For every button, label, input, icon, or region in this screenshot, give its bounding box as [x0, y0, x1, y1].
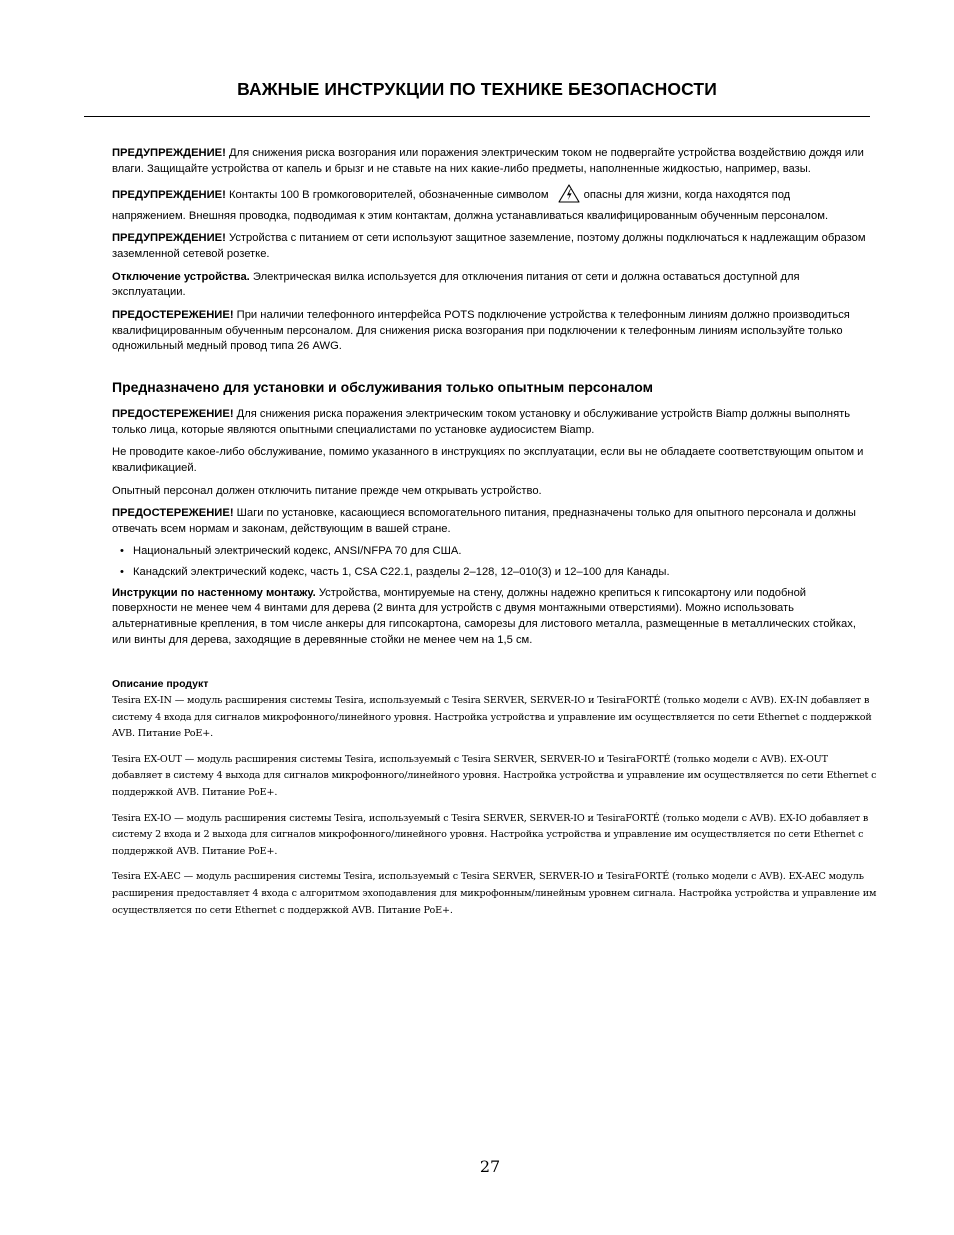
warning-text: опасны для жизни, когда находятся под напряжением. Внешняя проводка, подводимая к этим контактам, должна устанавливаться квалифицированным обученным персоналом. [112, 189, 829, 222]
warning-text: Устройства с питанием от сети используют защитное заземление, поэтому должны подключаться к надлежащим образом заземленной сетевой розетке. [112, 232, 866, 261]
caution-text: Шаги по установке, касающиеся вспомогательного питания, предназначены только для опытного персонала и должны отвечать всем нормам и законам, действующим в вашей стране. [112, 506, 856, 535]
product-paragraph: Tesira EX-OUT — модуль расширения системы Tesira, используемый с Tesira SERVER, SERVER-IO и TesiraFORTÉ (только модели с AVB). EX-OUT добавляет в систему 4 выхода для сигналов микрофонного/линейного уровня. Настройка устройства и управление им осуществляется по сети Ethernet с поддержкой AVB. Питание PoE+. [112, 753, 877, 798]
warning-text: Для снижения риска возгорания или поражения электрическим током не подвергайте устройства воздействию дождя или влаги. Защищайте устройства от капель и брызг и не ставьте на них какие-либо предметы, наполненные жидкостью, например, вазы. [112, 147, 864, 175]
warning-paragraph [112, 184, 867, 225]
mounting-paragraph [112, 586, 867, 649]
product-paragraph: Tesira EX-AEC — модуль расширения системы Tesira, используемый с Tesira SERVER, SERVER-IO и TesiraFORTÉ (только модели с AVB). EX-AEC модуль расширения предоставляет 4 входа с алгоритмом эхоподавления для микрофонным/линейным уровнем сигнала. Настройка устройства и управление им осуществляется по сети Ethernet с поддержкой AVB. Питание PoE+. [112, 871, 877, 916]
product-paragraph: Tesira EX-IO — модуль расширения системы Tesira, используемый с Tesira SERVER, SERVER-IO и TesiraFORTÉ (только модели с AVB). EX-IO добавляет в систему 2 входа и 2 выхода для сигналов микрофонного/линейного уровня. Настройка устройства и управление им осуществляется по сети Ethernet с поддержкой AVB. Питание PoE+. [112, 812, 869, 857]
warning-label: ПРЕДОСТЕРЕЖЕНИЕ! [112, 308, 234, 321]
electrical-hazard-icon [558, 184, 580, 209]
warning-text: Электрическая вилка используется для отключения питания от сети и должна оставаться доступной для эксплуатации. [112, 270, 800, 299]
mounting-text: Устройства, монтируемые на стену, должны надежно крепиться к гипсокартону или подобной поверхности не менее чем 4 винтами для дерева (2 винта для устройств с двумя монтажными отверстиями). Можно использовать альтернативные крепления, в том числе анкеры для гипсокартона, саморезы для листового металла, размещенные в металлических стойках, или винты для дерева, заходящие в деревянные стойки не менее чем на 1,5 см. [112, 586, 856, 647]
service-paragraph: Не проводите какое-либо обслуживание, помимо указанного в инструкциях по эксплуатации, если вы не обладаете соответствующим опытом и квалификацией. [112, 446, 864, 475]
description-heading: Описание продукт [112, 678, 209, 690]
product-paragraph: Tesira EX-IN — модуль расширения системы Tesira, используемый с Tesira SERVER, SERVER-IO и TesiraFORTÉ (только модели с AVB). EX-IN добавляет в систему 4 входа для сигналов микрофонного/линейного уровня. Настройка устройства и управление им осуществляется по сети Ethernet с поддержкой AVB. Питание PoE+. [112, 695, 872, 740]
warning-label: ПРЕДУПРЕЖДЕНИЕ! [112, 189, 226, 202]
warning-label: ПРЕДУПРЕЖДЕНИЕ! [112, 232, 226, 245]
safety-instructions [112, 146, 867, 655]
caution-paragraph [112, 407, 867, 439]
caution-label: ПРЕДОСТЕРЕЖЕНИЕ! [112, 408, 234, 421]
electrical-codes-list [112, 544, 867, 581]
title-divider [84, 116, 870, 117]
warning-label: Отключение устройства. [112, 270, 250, 283]
page-number: 27 [479, 1157, 501, 1176]
caution-label: ПРЕДОСТЕРЕЖЕНИЕ! [112, 506, 234, 519]
mounting-label: Инструкции по настенному монтажу. [112, 586, 316, 599]
warning-text: При наличии телефонного интерфейса POTS подключение устройства к телефонным линиям должно производиться квалифицированным обученным персоналом. Для снижения риска возгорания при подключении к телефонным линиям используйте только одножильный медный провод типа 26 AWG. [112, 308, 850, 353]
list-item: • Канадский электрический кодекс, часть 1, CSA C22.1, разделы 2–128, 12–010(3) и 12–100 для Канады. [133, 565, 867, 581]
warning-label: ПРЕДУПРЕЖДЕНИЕ! [112, 147, 226, 159]
warning-paragraph [112, 270, 867, 302]
list-item: • Национальный электрический кодекс, ANSI/NFPA 70 для США. [133, 544, 867, 560]
warning-paragraph [112, 146, 867, 178]
warning-text: Контакты 100 В громкоговорителей, обозначенные символом [225, 189, 549, 202]
warning-paragraph [112, 308, 867, 355]
product-description [112, 677, 877, 928]
section-heading: Предназначено для установки и обслуживания только опытным персоналом [112, 379, 653, 396]
warning-paragraph [112, 231, 867, 263]
caution-text: Для снижения риска поражения электрическим током установку и обслуживание устройств Biamp должны выполнять только лица, которые являются опытными специалистами по установке аудиосистем Biamp. [112, 408, 851, 436]
service-paragraph: Опытный персонал должен отключить питание прежде чем открывать устройство. [112, 484, 542, 497]
page-title: ВАЖНЫЕ ИНСТРУКЦИИ ПО ТЕХНИКЕ БЕЗОПАСНОСТИ [237, 79, 717, 99]
caution-paragraph [112, 506, 867, 538]
